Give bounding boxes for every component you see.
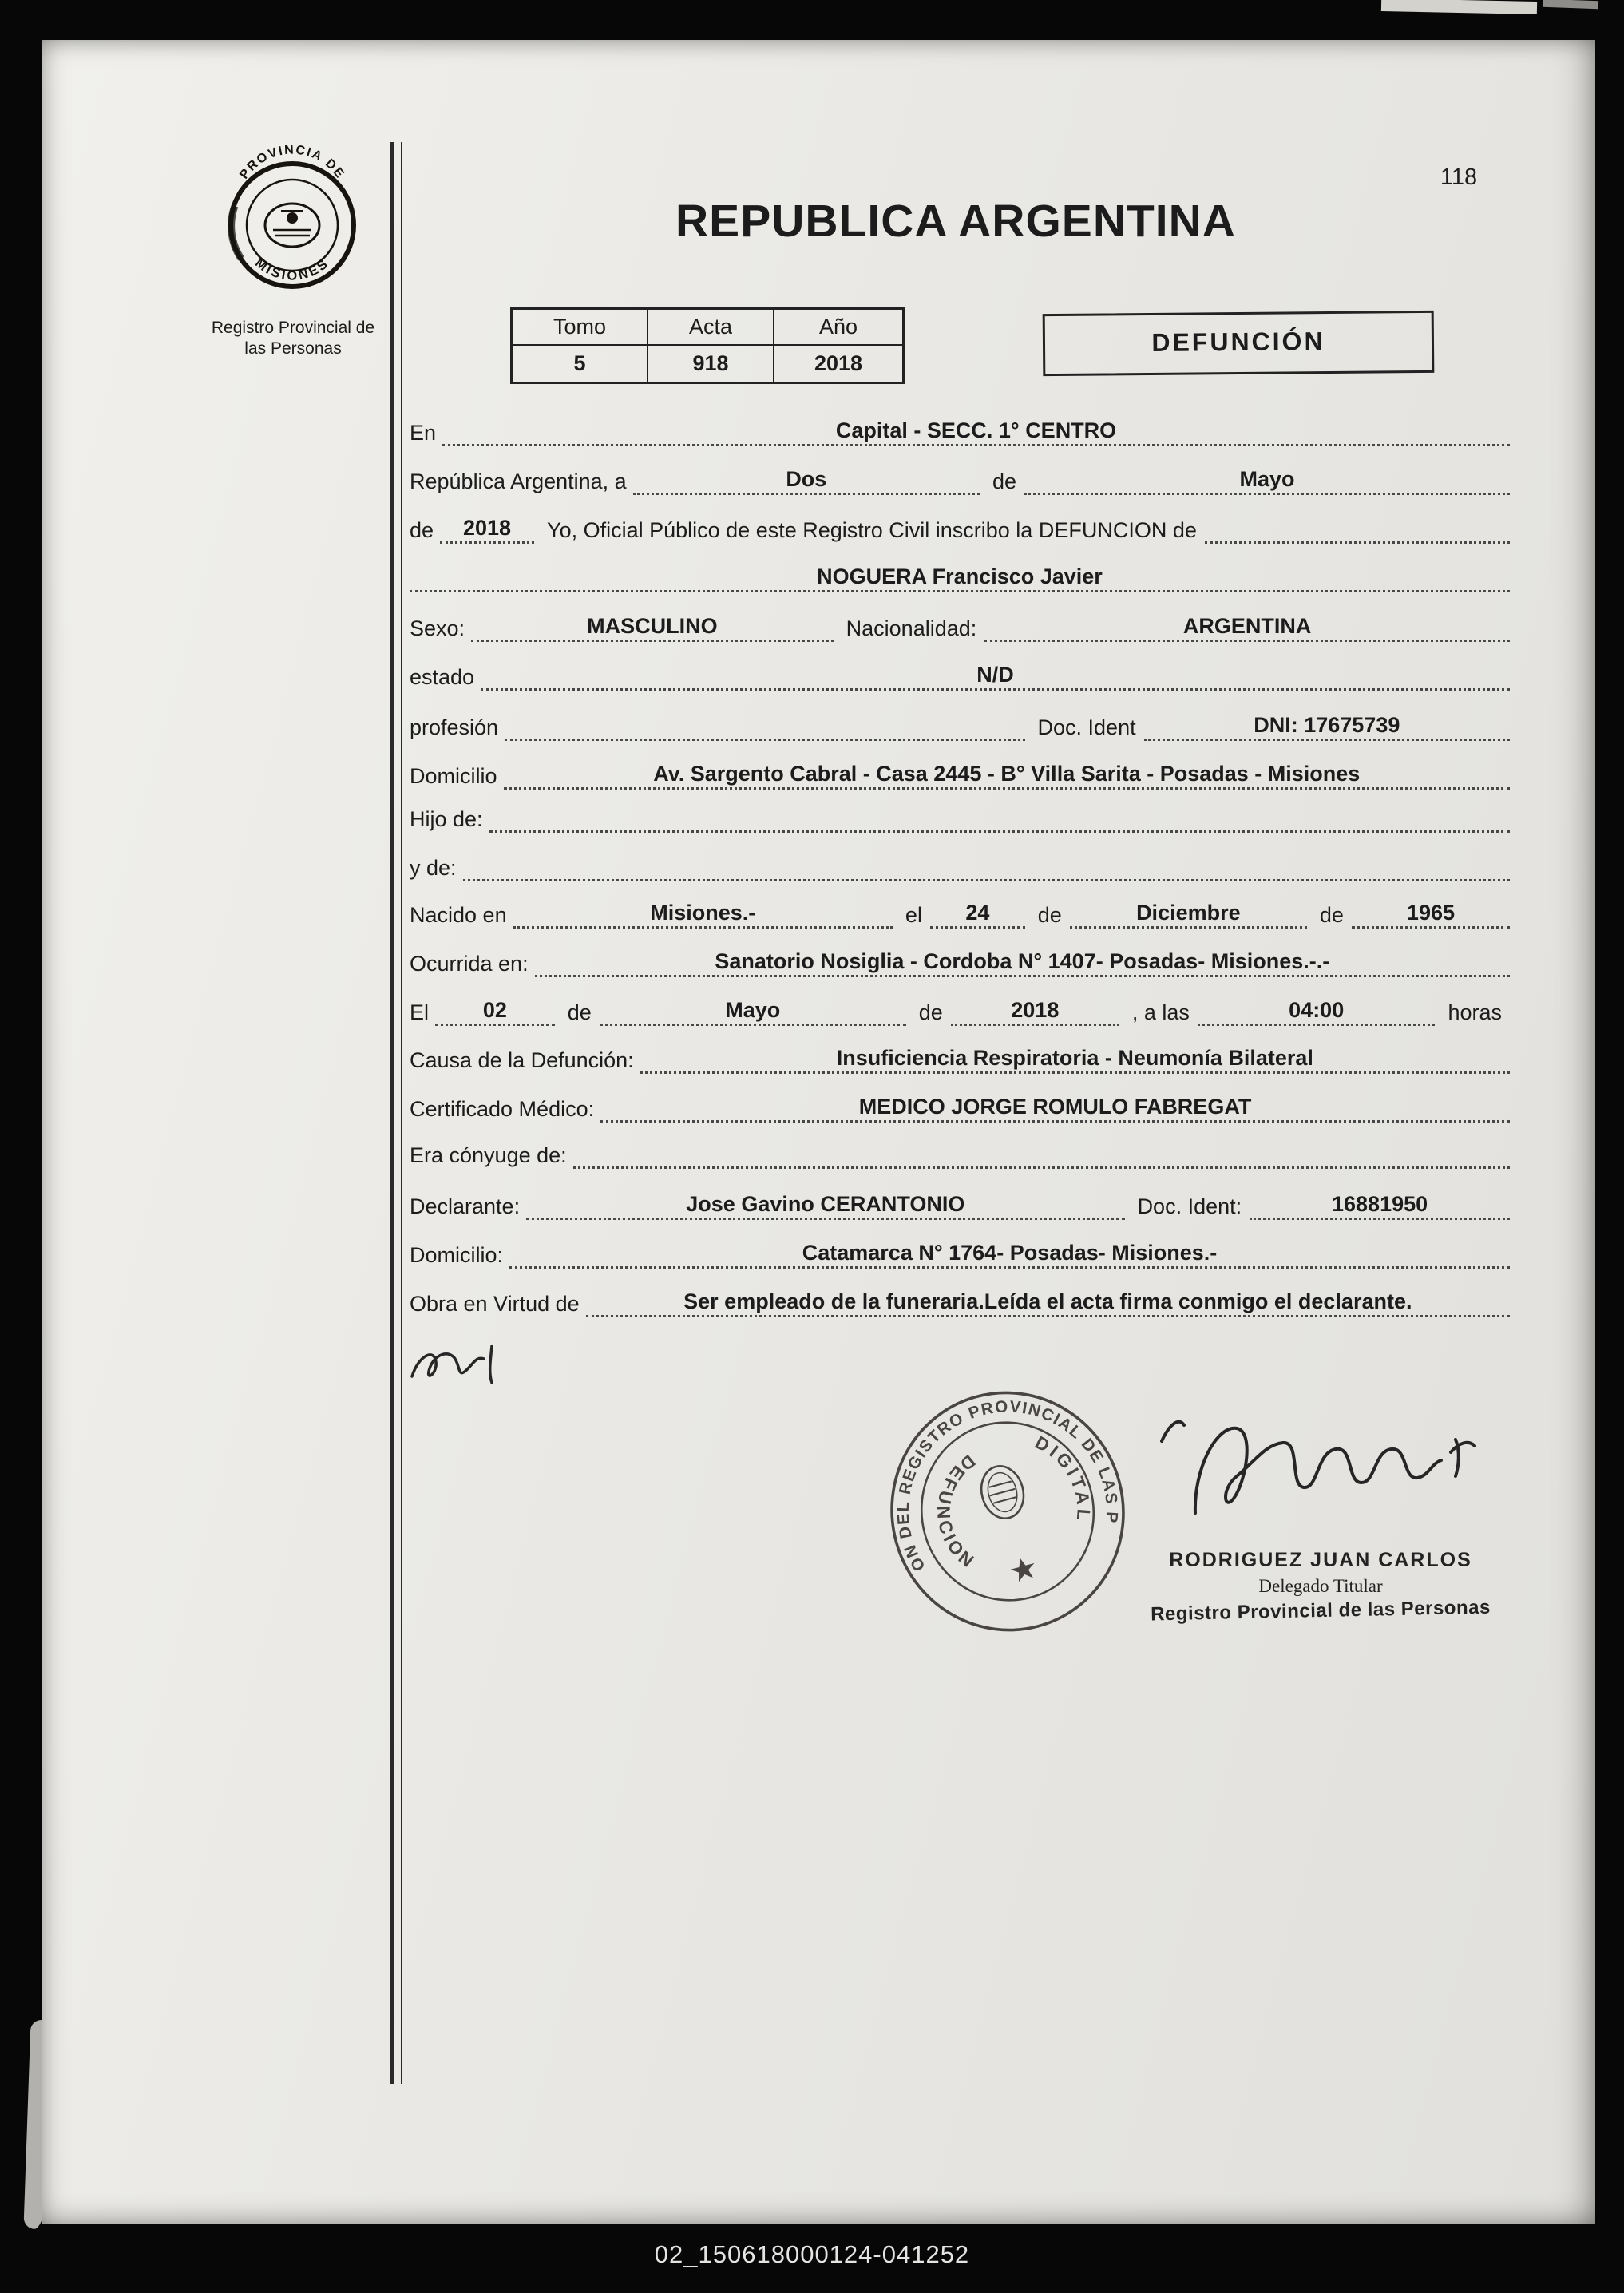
birth-de1: de xyxy=(1037,903,1062,927)
seal-caption-line1: Registro Provincial de xyxy=(211,319,375,337)
death-de1: de xyxy=(567,1000,592,1024)
form-line-hijo-de xyxy=(410,806,1510,833)
form-line-sex-nationality xyxy=(410,612,1510,642)
declarante-label: Declarante: xyxy=(410,1194,521,1218)
birth-de2: de xyxy=(1319,903,1344,927)
republica-label: República Argentina, a xyxy=(410,469,627,493)
doc-ident-label: Doc. Ident xyxy=(1037,715,1136,739)
ocurrida-label: Ocurrida en: xyxy=(410,952,529,976)
official-signature xyxy=(1147,1393,1483,1561)
causa-label: Causa de la Defunción: xyxy=(410,1048,634,1072)
place-value: Capital - SECC. 1° CENTRO xyxy=(442,417,1510,446)
stamp-star-icon xyxy=(1008,1555,1038,1583)
day-word-value: Dos xyxy=(633,465,980,495)
seal-arc-bottom-text: MISIONES xyxy=(252,255,332,283)
conyuge-empty-fill xyxy=(573,1166,1510,1169)
margin-rule xyxy=(390,142,402,2084)
nacionalidad-label: Nacionalidad: xyxy=(846,616,977,640)
death-day-value: 02 xyxy=(435,996,555,1026)
page-number: 118 xyxy=(1440,164,1478,190)
certificado-value: MEDICO JORGE ROMULO FABREGAT xyxy=(600,1093,1510,1123)
death-el-label: El xyxy=(410,1000,430,1024)
form-line-death-date xyxy=(410,996,1510,1026)
domicilio2-value: Catamarca N° 1764- Posadas- Misiones.- xyxy=(509,1239,1510,1269)
sexo-label: Sexo: xyxy=(410,616,465,640)
acta-value: 918 xyxy=(648,346,774,382)
declarante-doc-value: 16881950 xyxy=(1250,1190,1510,1220)
death-year-value: 2018 xyxy=(951,996,1119,1026)
birth-day-value: 24 xyxy=(930,899,1025,929)
deceased-name-value: NOGUERA Francisco Javier xyxy=(410,563,1510,592)
certificado-label: Certificado Médico: xyxy=(410,1097,595,1121)
seal-caption-line2: las Personas xyxy=(244,339,342,358)
year-value: 2018 xyxy=(440,514,534,544)
record-type-box: DEFUNCIÓN xyxy=(1043,311,1435,376)
signatory-name: RODRIGUEZ JUAN CARLOS xyxy=(1169,1549,1472,1571)
signature-tick-stroke xyxy=(1162,1422,1184,1441)
form-line-certificado xyxy=(410,1093,1510,1123)
official-round-stamp xyxy=(845,1388,1131,1635)
form-line-causa xyxy=(410,1044,1510,1074)
seal-caption xyxy=(161,318,425,359)
obra-value: Ser empleado de la funeraria.Leída el acta firma conmigo el declarante. xyxy=(586,1288,1510,1317)
form-line-date-words xyxy=(410,465,1510,495)
estado-value: N/D xyxy=(481,661,1510,691)
form-line-obra xyxy=(410,1288,1510,1317)
signatory-block xyxy=(1121,1549,1520,1626)
signatory-title: Delegado Titular xyxy=(1258,1576,1383,1596)
sexo-value: MASCULINO xyxy=(471,612,834,642)
form-line-deceased-name xyxy=(410,563,1510,592)
alas-label: , a las xyxy=(1131,1000,1190,1024)
death-time-value: 04:00 xyxy=(1198,996,1436,1026)
provincial-seal-icon xyxy=(224,143,361,294)
profesion-empty-fill xyxy=(505,739,1024,741)
stamp-inner-text-1: DEFUNCION xyxy=(933,1451,980,1574)
death-month-value: Mayo xyxy=(600,996,906,1026)
anio-header: Año xyxy=(774,310,902,346)
signatory-org-stamp: Registro Provincial de las Personas xyxy=(1150,1596,1491,1626)
conyuge-label: Era cónyuge de: xyxy=(410,1143,567,1167)
form-line-estado xyxy=(410,661,1510,691)
inscribo-text: Yo, Oficial Público de este Registro Civil inscribo la DEFUNCION de xyxy=(547,518,1197,542)
en-label: En xyxy=(410,421,437,445)
paper-stack-edge-small xyxy=(1543,0,1598,9)
month-value: Mayo xyxy=(1024,465,1510,495)
declarante-doc-label: Doc. Ident: xyxy=(1137,1194,1242,1218)
initials-stroke xyxy=(412,1346,492,1383)
death-de2: de xyxy=(918,1000,943,1024)
signature-end-stroke xyxy=(1451,1440,1475,1476)
form-line-declarante xyxy=(410,1190,1510,1220)
signature-main-stroke xyxy=(1195,1428,1441,1513)
acta-header: Acta xyxy=(648,310,774,346)
yde-label: y de: xyxy=(410,856,457,880)
hijo-label: Hijo de: xyxy=(410,807,483,831)
seal-sun-icon xyxy=(287,212,298,224)
yde-empty-fill xyxy=(463,879,1510,881)
form-line-year-intro xyxy=(410,514,1510,544)
obra-label: Obra en Virtud de xyxy=(410,1292,580,1316)
tomo-value: 5 xyxy=(513,346,648,382)
doc-ident-value: DNI: 17675739 xyxy=(1144,711,1510,741)
horas-label: horas xyxy=(1448,1000,1502,1024)
paper-stack-edge xyxy=(1381,0,1537,14)
domicilio-label: Domicilio xyxy=(410,764,497,788)
domicilio2-label: Domicilio: xyxy=(410,1243,504,1267)
estado-label: estado xyxy=(410,665,475,689)
anio-value: 2018 xyxy=(814,351,863,375)
seal-outer-ring xyxy=(231,164,354,287)
seal-ink-blob xyxy=(232,206,241,259)
form-line-place xyxy=(410,417,1510,446)
initials-signature xyxy=(402,1327,522,1399)
form-line-y-de xyxy=(410,854,1510,881)
tomo-header: Tomo xyxy=(513,310,648,346)
profesion-label: profesión xyxy=(410,715,499,739)
seal-arc-top-text: PROVINCIA DE xyxy=(237,143,347,182)
form-line-conyuge xyxy=(410,1142,1510,1169)
scan-footer-code: 02_150618000124-041252 xyxy=(654,2240,970,2268)
form-line-profesion-doc xyxy=(410,711,1510,741)
de-year-label: de xyxy=(410,518,434,542)
nacionalidad-value: ARGENTINA xyxy=(984,612,1510,642)
declarante-value: Jose Gavino CERANTONIO xyxy=(526,1190,1124,1220)
form-line-ocurrida xyxy=(410,948,1510,977)
domicilio-value: Av. Sargento Cabral - Casa 2445 - B° Villa Sarita - Posadas - Misiones xyxy=(504,760,1510,790)
birth-place-value: Misiones.- xyxy=(513,899,893,929)
stamp-ring-text: DELEGACION DEL REGISTRO PROVINCIAL DE LAS PERSONAS xyxy=(845,1397,1122,1575)
form-line-birth xyxy=(410,899,1510,929)
stamp-inner-text-2: DIGITAL xyxy=(1032,1432,1095,1524)
ocurrida-value: Sanatorio Nosiglia - Cordoba N° 1407- Posadas- Misiones.-.- xyxy=(535,948,1510,977)
document-page xyxy=(42,40,1595,2224)
record-index-table xyxy=(510,307,905,384)
el-label: el xyxy=(905,903,922,927)
document-title: REPUBLICA ARGENTINA xyxy=(675,196,1236,247)
de-label: de xyxy=(992,469,1017,493)
empty-fill xyxy=(1205,541,1510,544)
nacido-label: Nacido en xyxy=(410,903,507,927)
hijo-empty-fill xyxy=(489,830,1510,833)
birth-month-value: Diciembre xyxy=(1070,899,1307,929)
birth-year-value: 1965 xyxy=(1352,899,1510,929)
form-line-domicilio2 xyxy=(410,1239,1510,1269)
form-line-domicilio xyxy=(410,760,1510,790)
causa-value: Insuficiencia Respiratoria - Neumonía Bilateral xyxy=(640,1044,1510,1074)
